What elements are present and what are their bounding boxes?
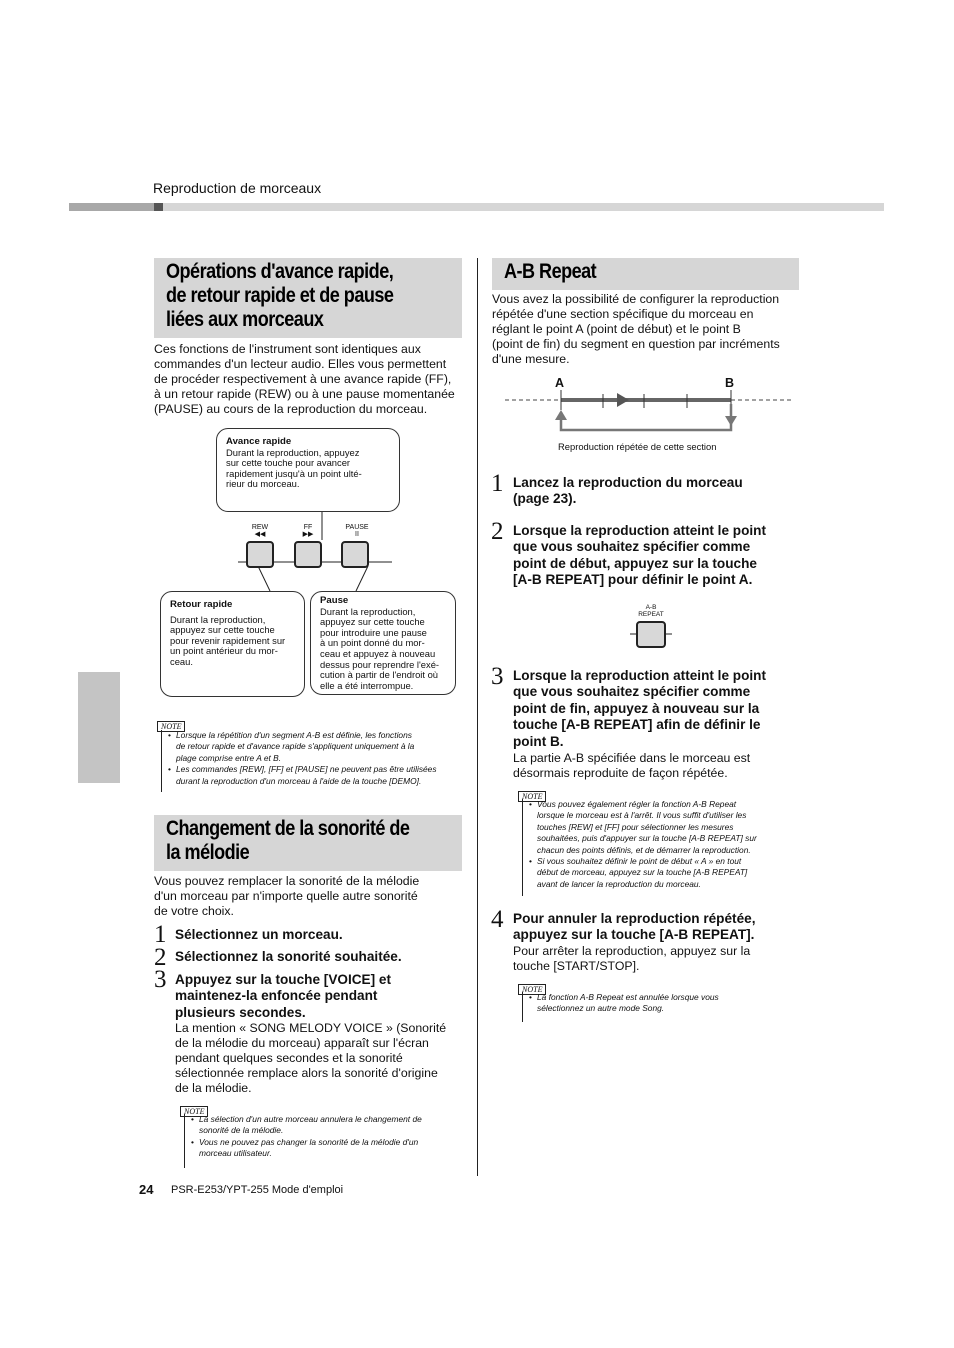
text-line: touches [REW] et [FF] pour sélectionner les mesures xyxy=(537,821,734,832)
diagram-caption: Reproduction répétée de cette section xyxy=(558,441,717,452)
text-line: Durant la reproduction, xyxy=(320,605,416,617)
text-line: touche [START/STOP]. xyxy=(513,959,640,974)
note-label: NOTE xyxy=(157,721,185,732)
text-line: à un retour rapide (REW) ou à une pause momentanée xyxy=(154,387,455,402)
text-line: plusieurs secondes. xyxy=(175,1004,306,1020)
text-line: que vous souhaitez spécifier comme xyxy=(513,539,751,555)
text-line: • La fonction A-B Repeat est annulée lorsque vous xyxy=(537,992,719,1002)
step-text xyxy=(513,523,766,589)
text-line: Durant la reproduction, xyxy=(170,613,266,625)
callout-pause xyxy=(310,591,456,695)
text-line: pendant quelques secondes et la sonorité xyxy=(175,1051,403,1066)
text-line: désormais reproduite de façon répétée. xyxy=(513,766,728,781)
label-text: A-B xyxy=(645,604,657,611)
text-line: Appuyez sur la touche [VOICE] et xyxy=(175,972,392,987)
text-line: [A-B REPEAT] pour définir le point A. xyxy=(513,572,753,588)
text-line: sélectionnez un autre mode Song. xyxy=(537,1003,665,1014)
text-line: Lorsque la reproduction atteint le point xyxy=(513,668,767,683)
note-item xyxy=(168,730,468,764)
label-text: FF xyxy=(303,524,313,531)
step-number: 2 xyxy=(154,944,167,971)
heading-line: Changement de la sonorité de xyxy=(166,817,410,840)
heading-line: A-B Repeat xyxy=(504,260,597,283)
callout-fast-forward xyxy=(216,428,400,512)
ff-button-label xyxy=(292,524,324,538)
step-text xyxy=(513,668,766,750)
text-line: sonorité de la mélodie. xyxy=(199,1125,284,1136)
side-thumb-tab xyxy=(78,672,120,783)
text-line: de la mélodie. xyxy=(175,1081,252,1096)
heading-line: liées aux morceaux xyxy=(166,308,324,331)
text-line: • Vous ne pouvez pas changer la sonorité de la mélodie d'un xyxy=(199,1136,419,1147)
text-line: rieur du morceau. xyxy=(226,478,300,490)
section2-intro xyxy=(154,874,464,919)
text-line: réglant le point A (point de début) et le point B xyxy=(492,322,741,337)
text-line: Pour arrêter la reproduction, appuyez sur la xyxy=(513,944,751,958)
note-fast-forward xyxy=(161,730,468,792)
text-line: appuyez sur cette touche xyxy=(170,624,275,636)
note-ab-repeat-2 xyxy=(522,992,811,1022)
note-item xyxy=(191,1114,471,1137)
ab-step4-body xyxy=(513,944,803,974)
callout-title: Pause xyxy=(320,595,349,606)
text-line: • Vous pouvez également régler la fonction A-B Repeat xyxy=(537,799,737,809)
text-line: maintenez-la enfoncée pendant xyxy=(175,988,378,1004)
step-number: 4 xyxy=(491,906,504,933)
transport-buttons-diagram xyxy=(154,426,464,701)
text-line: elle a été interrompue. xyxy=(320,679,414,691)
text-line: chacun des points définis, et de démarrer la reproduction. xyxy=(537,844,751,855)
text-line: sur cette touche pour avancer xyxy=(226,457,351,469)
text-line: morceau utilisateur. xyxy=(199,1148,272,1159)
running-head: Reproduction de morceaux xyxy=(153,180,322,196)
note-label: NOTE xyxy=(518,984,546,995)
text-line: d'une mesure. xyxy=(492,352,570,367)
note-item xyxy=(191,1137,471,1160)
text-line: plage comprise entre A et B. xyxy=(176,752,282,763)
text-line: (page 23). xyxy=(513,491,577,507)
ab-repeat-label xyxy=(628,604,674,618)
note-item xyxy=(529,856,811,890)
text-line: • Si vous souhaitez définir le point de début « A » en tout xyxy=(537,856,742,867)
step-text: Sélectionnez la sonorité souhaitée. xyxy=(175,949,402,964)
heading-line: de retour rapide et de pause xyxy=(166,284,394,307)
fast-forward-icon: ▶▶ xyxy=(302,531,314,538)
text-line: d'un morceau par n'importe quelle autre sonorité xyxy=(154,889,418,904)
text-line: à un point donné du mor- xyxy=(320,637,425,649)
ab-repeat-diagram xyxy=(503,376,793,456)
text-line: • Lorsque la répétition d'un segment A-B est définie, les fonctions xyxy=(176,730,412,740)
label-text: PAUSE xyxy=(345,524,369,531)
column-divider xyxy=(477,258,478,1176)
ab-loop-graphic xyxy=(503,390,793,434)
text-line: (PAUSE) au cours de la reproduction du morceau. xyxy=(154,402,428,417)
step3-body xyxy=(175,1021,470,1096)
text-line: Vous pouvez remplacer la sonorité de la mélodie xyxy=(154,874,420,888)
text-line: appuyez sur cette touche xyxy=(320,616,425,628)
point-b-label: B xyxy=(725,376,735,390)
text-line: La mention « SONG MELODY VOICE » (Sonorité xyxy=(175,1021,447,1035)
text-line: Lancez la reproduction du morceau xyxy=(513,475,743,490)
text-line: un point antérieur du mor- xyxy=(170,645,278,657)
text-line: • Les commandes [REW], [FF] et [PAUSE] ne peuvent pas être utilisées xyxy=(176,764,437,775)
text-line: ceau. xyxy=(170,655,193,667)
text-line: souhaitées, puis d'appuyer sur la touche [A-B REPEAT] sur xyxy=(537,833,757,844)
step-text: Sélectionnez un morceau. xyxy=(175,927,343,942)
text-line: pour introduire une pause xyxy=(320,626,427,638)
text-line: point B. xyxy=(513,733,564,749)
callout-rewind xyxy=(160,591,305,697)
text-line: point de fin, appuyez à nouveau sur la xyxy=(513,700,760,716)
callout-title: Avance rapide xyxy=(226,436,292,447)
text-line: Pour annuler la reproduction répétée, xyxy=(513,911,756,926)
callout-title: Retour rapide xyxy=(170,599,233,610)
text-line: ceau et appuyez à nouveau xyxy=(320,647,436,659)
step-number: 2 xyxy=(491,518,504,545)
step-number: 1 xyxy=(491,470,504,497)
note-label: NOTE xyxy=(180,1106,208,1117)
pause-button-label xyxy=(339,524,375,538)
heading-line: Opérations d'avance rapide, xyxy=(166,260,394,283)
header-rule-dark xyxy=(69,203,154,211)
ab-repeat-button[interactable] xyxy=(636,621,666,648)
header-rule-light xyxy=(163,203,884,211)
text-line: avant de lancer la reproduction du morceau. xyxy=(537,878,701,889)
text-line: La partie A-B spécifiée dans le morceau est xyxy=(513,751,751,765)
text-line: pour revenir rapidement sur xyxy=(170,634,286,646)
text-line: de la mélodie du morceau) apparaît sur l'écran xyxy=(175,1036,429,1051)
text-line: Vous avez la possibilité de configurer la reproduction xyxy=(492,292,780,306)
text-line: début de morceau, appuyez sur la touche [A-B REPEAT] xyxy=(537,867,748,878)
rewind-icon: ◀◀ xyxy=(254,531,266,538)
text-line: de retour rapide et d'avance rapide s'appliquent uniquement à la xyxy=(176,741,415,752)
heading-line: la mélodie xyxy=(166,841,250,864)
ab-intro xyxy=(492,292,807,367)
note-label: NOTE xyxy=(518,791,546,802)
text-line: commandes d'un lecteur audio. Elles vous permettent xyxy=(154,357,447,372)
footer-title: PSR-E253/YPT-255 Mode d'emploi xyxy=(171,1184,344,1196)
text-line: touche [A-B REPEAT] afin de définir le xyxy=(513,717,761,733)
text-line: lorsque le morceau est à l'arrêt. Il vous suffit d'utiliser les xyxy=(537,810,747,821)
text-line: de votre choix. xyxy=(154,904,234,919)
step-number: 1 xyxy=(154,921,167,948)
section-heading-ab-repeat xyxy=(492,258,799,290)
section-heading-melody-voice xyxy=(154,815,462,871)
text-line: point de début, appuyez sur la touche xyxy=(513,555,757,571)
note-item xyxy=(529,799,811,856)
text-line: que vous souhaitez spécifier comme xyxy=(513,684,751,700)
text-line: répétée d'une section spécifique du morceau en xyxy=(492,307,754,322)
text-line: Ces fonctions de l'instrument sont identiques aux xyxy=(154,342,421,356)
pause-button[interactable] xyxy=(341,541,369,568)
note-item xyxy=(529,992,811,1015)
text-line: (point de fin) du segment en question par incréments xyxy=(492,337,780,352)
text-line: sélectionnée remplace alors la sonorité d'origine xyxy=(175,1066,438,1081)
page-number: 24 xyxy=(139,1182,154,1197)
text-line: dessus pour reprendre l'exé- xyxy=(320,658,440,670)
text-line: Durant la reproduction, appuyez xyxy=(226,446,360,458)
note-item xyxy=(168,764,468,787)
label-text: REPEAT xyxy=(638,611,664,618)
text-line: durant la reproduction d'un morceau à l'aide de la touche [DEMO]. xyxy=(176,775,422,786)
pause-icon: II xyxy=(355,531,359,538)
step-text xyxy=(513,475,743,508)
text-line: rapidement jusqu'à un point ulté- xyxy=(226,467,362,479)
text-line: appuyez sur la touche [A-B REPEAT]. xyxy=(513,927,755,943)
ff-button[interactable] xyxy=(294,541,322,568)
note-ab-repeat-1 xyxy=(522,799,811,896)
step-text xyxy=(175,972,391,1021)
ab-step3-body xyxy=(513,751,803,781)
note-melody-voice xyxy=(184,1114,471,1168)
point-a-label: A xyxy=(555,376,565,390)
rew-button[interactable] xyxy=(246,541,274,568)
section1-intro xyxy=(154,342,469,417)
label-text: REW xyxy=(251,524,269,531)
header-rule-mark xyxy=(154,203,163,211)
ab-repeat-button-graphic xyxy=(628,603,674,651)
step-number: 3 xyxy=(491,663,504,690)
text-line: Lorsque la reproduction atteint le point xyxy=(513,523,767,538)
step-text xyxy=(513,911,755,944)
text-line: • La sélection d'un autre morceau annulera le changement de xyxy=(199,1114,422,1124)
rew-button-label xyxy=(244,524,276,538)
step-number: 3 xyxy=(154,966,167,993)
section-heading-fast-forward xyxy=(154,258,462,338)
text-line: de procéder respectivement à une avance rapide (FF), xyxy=(154,372,452,387)
text-line: cution à partir de l'endroit où xyxy=(320,669,439,681)
